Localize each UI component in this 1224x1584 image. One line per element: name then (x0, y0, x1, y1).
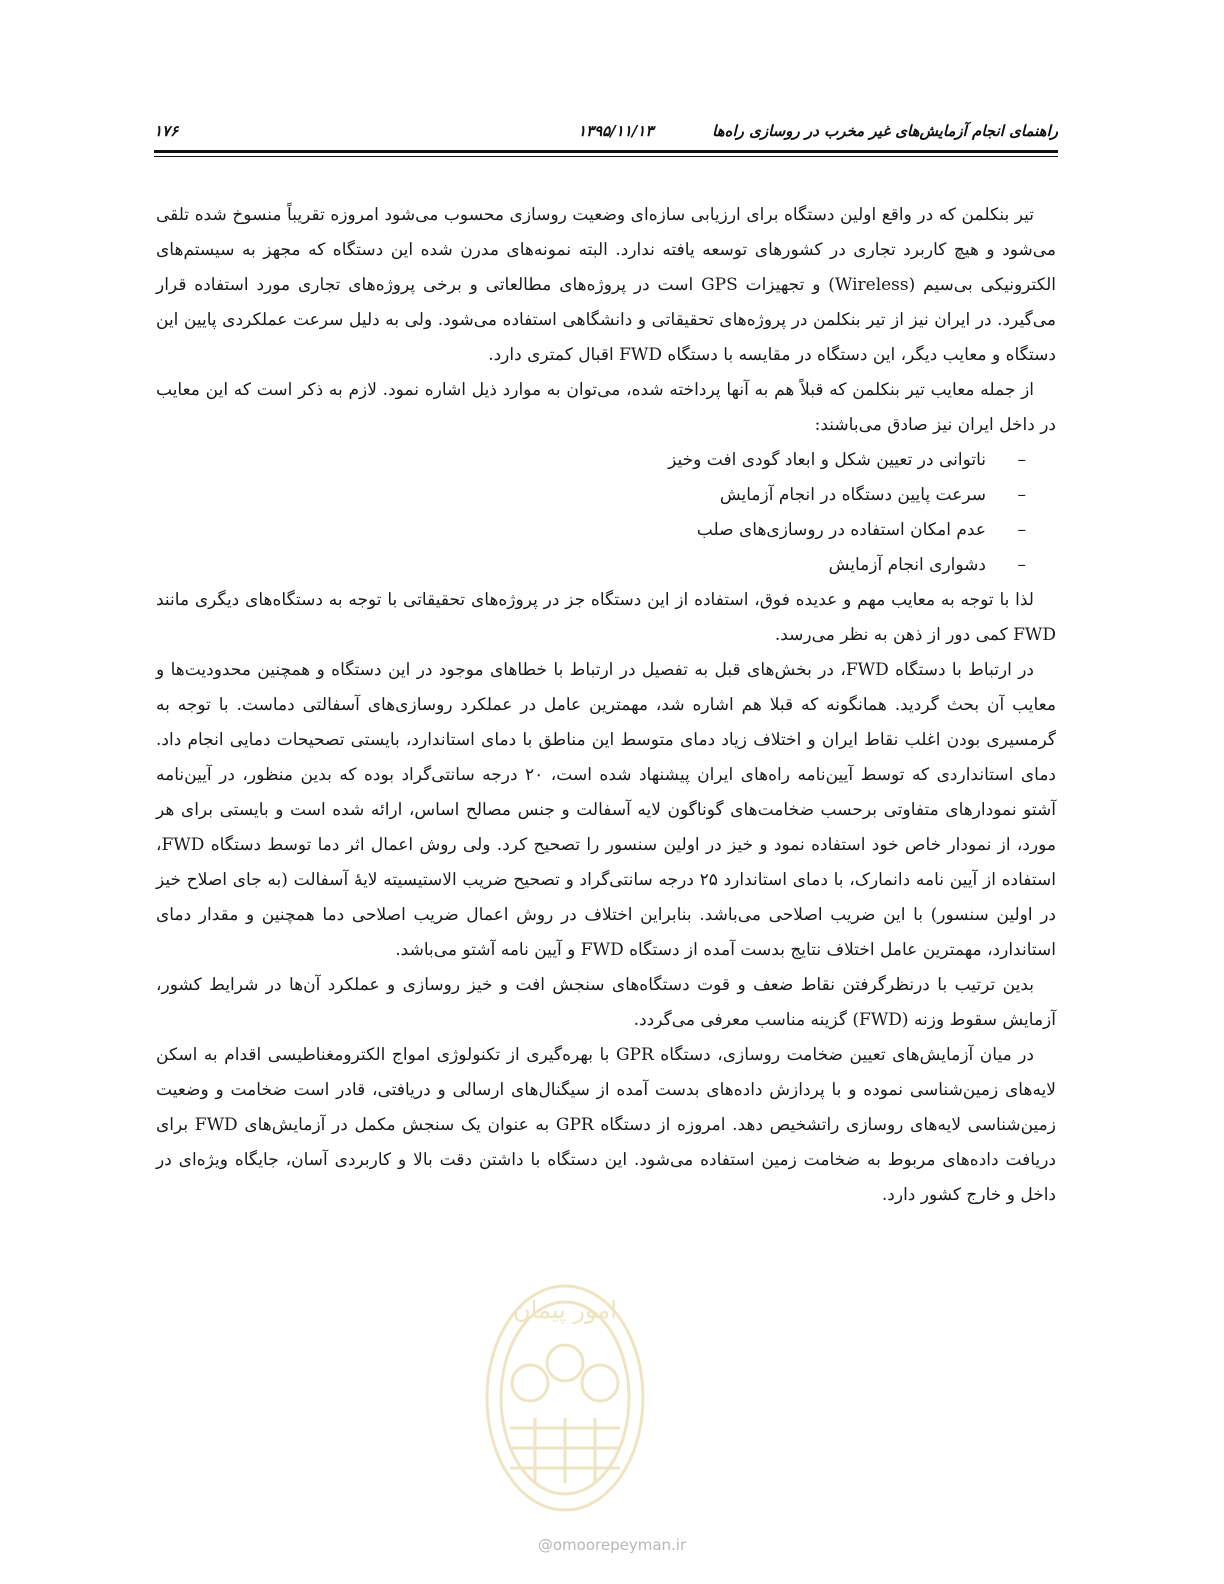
watermark-site: @omoorepeyman.ir (537, 1536, 687, 1554)
paragraph-conclusion-fwd: لذا با توجه به معایب مهم و عدیده فوق، استفاده از این دستگاه جز در پروژه‌های تحقیقاتی با توجه به دستگاه‌های دیگری مانند FWD کمی دور از ذهن به نظر می‌رسد. (156, 590, 1056, 645)
body-text (156, 198, 1056, 1213)
paragraph-drawbacks-intro: از جمله معایب تیر بنکلمن که قبلاً هم به آنها پرداخته شده، می‌توان به موارد ذیل اشاره نمود. لازم به ذکر است که این معایب در داخل ایران نیز صادق می‌باشند: (156, 380, 1056, 435)
list-item: –عدم امکان استفاده در روسازی‌های صلب (156, 513, 1026, 548)
paragraph-gpr: در میان آزمایش‌های تعیین ضخامت روسازی، دستگاه GPR با بهره‌گیری از تکنولوژی امواج الکترومغناطیسی اقدام به اسکن لایه‌های زمین‌شناسی نموده و با پردازش داده‌های بدست آمده از سیگنال‌های ارسالی و دریافتی، قادر است ضخامت و وضعیت زمین‌شناسی لایه‌های روسازی راتشخیص دهد. امروزه از دستگاه GPR به عنوان یک سنجش مکمل در آزمایش‌های FWD برای دریافت داده‌های مربوط به ضخامت زمین استفاده می‌شود. این دستگاه با داشتن دقت بالا و کاربردی آسان، جایگاه ویژه‌ای در داخل و خارج کشور دارد. (156, 1045, 1056, 1205)
list-dash: – (1017, 555, 1026, 575)
page-header (154, 118, 1058, 146)
page-number: ۱۷۶ (154, 122, 179, 140)
paragraph-fwd-selection: بدین ترتیب با درنظرگرفتن نقاط ضعف و قوت دستگاه‌های سنجش افت و خیز روسازی و عملکرد آن‌ها در شرایط کشور، آزمایش سقوط وزنه (FWD) گزینه مناسب معرفی می‌گردد. (156, 975, 1056, 1030)
header-rule-thick (154, 150, 1058, 153)
watermark-text: امور پیمان (513, 1296, 617, 1324)
drawbacks-list (156, 443, 1056, 583)
list-dash: – (1017, 450, 1026, 470)
paragraph-fwd-temperature: در ارتباط با دستگاه FWD، در بخش‌های قبل به تفصیل در ارتباط با خطاهای موجود در این دستگاه و همچنین محدودیت‌ها و معایب آن بحث گردید. همانگونه که قبلا هم اشاره شد، مهمترین عامل در عملکرد روسازی‌های آسفالتی دماست. با توجه به گرمسیری بودن اغلب نقاط ایران و اختلاف زیاد دمای متوسط این مناطق با دمای استاندارد، بایستی تصحیحات دمایی انجام داد. دمای استانداردی که توسط آیین‌نامه راه‌های ایران پیشنهاد شده است، ۲۰ درجه سانتی‌گراد بوده که بدین منظور، در آیین‌نامه آشتو نمودارهای متفاوتی برحسب ضخامت‌های گوناگون لایه آسفالت و جنس مصالح اساس، ارائه شده است و بایستی برای هر مورد، از نمودار خاص خود استفاده نمود و خیز در اولین سنسور را تصحیح کرد. ولی روش اعمال اثر دما توسط دستگاه FWD، استفاده از آیین نامه دانمارک، با دمای استاندارد ۲۵ درجه سانتی‌گراد و تصحیح ضریب الاستیسیته لایهٔ آسفالت (به جای اصلاح خیز در اولین سنسور) با این ضریب اصلاحی می‌باشد. بنابراین اختلاف در روش اعمال ضریب اصلاحی دما همچنین و مقدار دمای استاندارد، مهمترین عامل اختلاف نتایج بدست آمده از دستگاه FWD و آیین نامه آشتو می‌باشد. (156, 660, 1057, 960)
running-title: راهنمای انجام آزمایش‌های غیر مخرب در روسازی راه‌ها (712, 122, 1058, 140)
watermark-logo (480, 1268, 650, 1518)
list-item: –ناتوانی در تعیین شکل و ابعاد گودی افت وخیز (156, 443, 1026, 478)
header-rule-thin (154, 156, 1058, 157)
list-dash: – (1017, 520, 1026, 540)
list-item: –دشواری انجام آزمایش (156, 548, 1026, 583)
paragraph-benkelman-intro: تیر بنکلمن که در واقع اولین دستگاه برای ارزیابی سازه‌ای وضعیت روسازی محسوب می‌شود امروزه تقریباً منسوخ شده تلقی می‌شود و هیچ کاربرد تجاری در کشورهای توسعه یافته ندارد. البته نمونه‌های مدرن شده این دستگاه که مجهز به سیستم‌های الکترونیکی بی‌سیم (Wireless) و تجهیزات GPS است در پروژه‌های مطالعاتی و برخی پروژه‌های تجاری مورد استفاده قرار می‌گیرد. در ایران نیز از تیر بنکلمن در پروژه‌های تحقیقاتی و دانشگاهی استفاده می‌شود. ولی به دلیل سرعت عملکردی پایین این دستگاه و معایب دیگر، این دستگاه در مقایسه با دستگاه FWD اقبال کمتری دارد. (156, 205, 1057, 365)
list-item: –سرعت پایین دستگاه در انجام آزمایش (156, 478, 1026, 513)
header-date: ۱۳۹۵/۱۱/۱۳ (578, 122, 654, 140)
list-dash: – (1017, 485, 1026, 505)
